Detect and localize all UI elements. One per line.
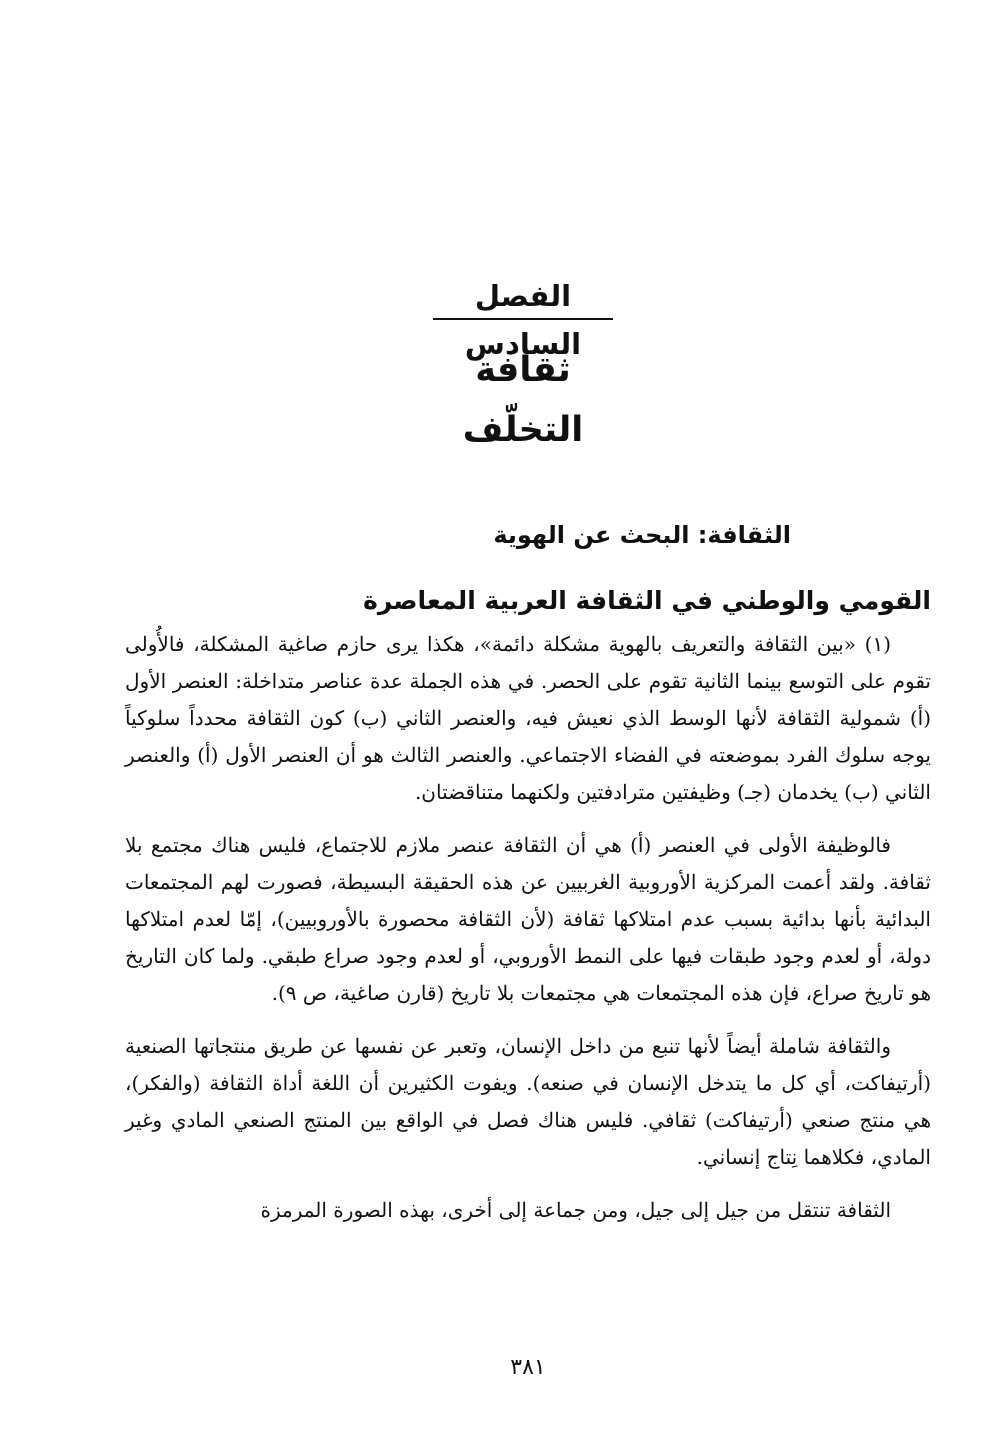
- paragraph-3: والثقافة شاملة أيضاً لأنها تنبع من داخل الإنسان، وتعبر عن نفسها عن طريق منتجاتها الصنعية (أرتيفاكت، أي كل ما يتدخل الإنسان في صنعه). ويفوت الكثيرين أن اللغة أداة الثقافة (والفكر)، هي منتج صنعي (أرتيفاكت) ثقافي. فليس هناك فصل في الواقع بين المنتج الصنعي المادي وغير المادي، فكلاهما نِتاج إنساني.: [125, 1034, 931, 1169]
- paragraph-1: (١) «بين الثقافة والتعريف بالهوية مشكلة دائمة»، هكذا يرى حازم صاغية المشكلة، فالأُولى تقوم على التوسع بينما الثانية تقوم على الحصر. في هذه الجملة عدة عناصر متداخلة: العنصر الأول (أ) شمولية الثقافة لأنها الوسط الذي نعيش فيه، والعنصر الثاني (ب) كون الثقافة محدداً سلوكياً يوجه سلوك الفرد بموضعته في الفضاء الاجتماعي. والعنصر الثالث هو أن العنصر الأول (أ) والعنصر الثاني (ب) يخدمان (جـ) وظيفتين مترادفتين ولكنهما متناقضتان.: [125, 632, 931, 804]
- page-number: ٣٨١: [510, 1355, 546, 1380]
- section-title: الثقافة: البحث عن الهوية: [493, 521, 791, 549]
- paragraph-2: فالوظيفة الأولى في العنصر (أ) هي أن الثقافة عنصر ملازم للاجتماع، فليس هناك مجتمع بلا ثقافة. ولقد أعمت المركزية الأوروبية الغربيين عن هذه الحقيقة البسيطة، فصورت لهم المجتمعات البدائية بأنها بدائية بسبب عدم امتلاكها ثقافة (لأن الثقافة محصورة بالأوروبيين)، إمّا لعدم امتلاكها دولة، أو لعدم وجود طبقات فيها على النمط الأوروبي، أو لعدم وجود صراع طبقي. ولما كان التاريخ هو تاريخ صراع، فإن هذه المجتمعات هي مجتمعات بلا تاريخ (قارن صاغية، ص ٩).: [125, 833, 931, 1005]
- chapter-label: الفصل السادس: [464, 279, 582, 361]
- chapter-divider: [433, 318, 613, 320]
- paragraph-4: الثقافة تنتقل من جيل إلى جيل، ومن جماعة إلى أخرى، بهذه الصورة المرمزة: [260, 1198, 891, 1222]
- section-subtitle: القومي والوطني في الثقافة العربية المعاصرة: [363, 586, 931, 615]
- chapter-title: ثقافة التخلّف: [462, 350, 584, 450]
- body-text: [125, 626, 931, 1229]
- book-page: [125, 0, 931, 1448]
